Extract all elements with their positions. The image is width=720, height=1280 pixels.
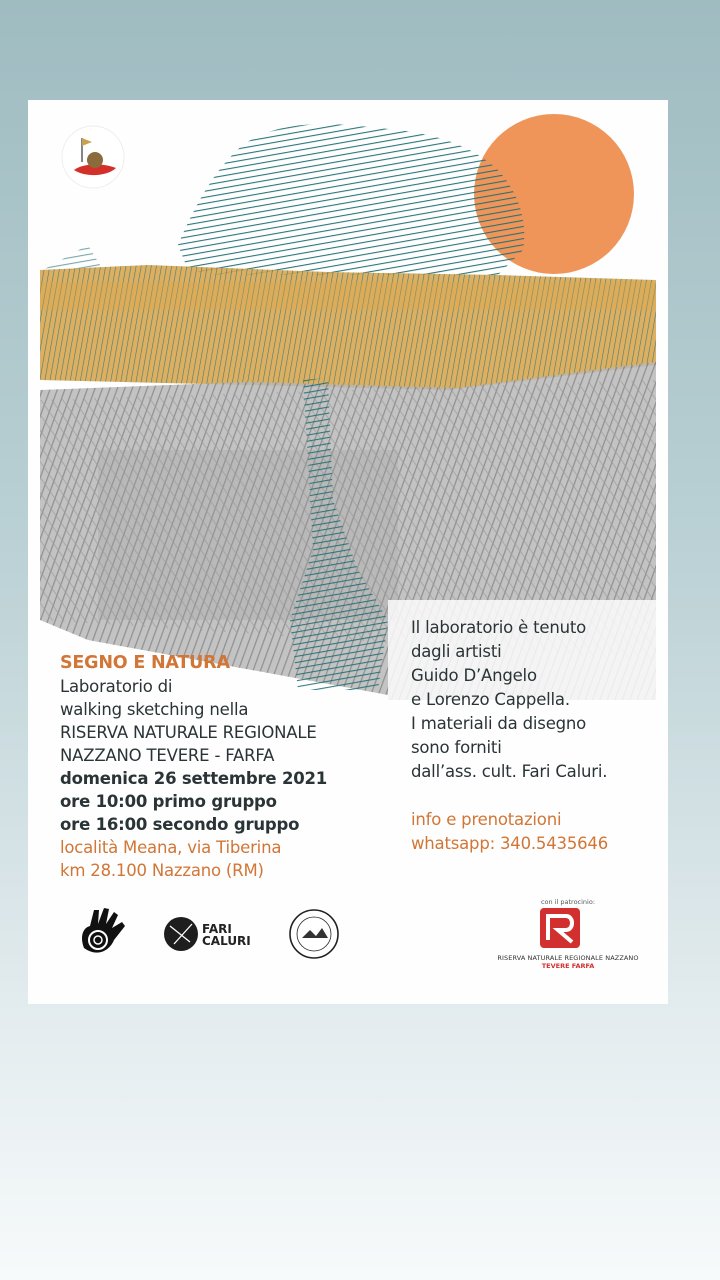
whatsapp-contact: whatsapp: 340.5435646 [411, 834, 609, 853]
details-line-1: Laboratorio di [60, 677, 173, 696]
fari-caluri-logo [164, 917, 198, 951]
event-date: domenica 26 settembre 2021 [60, 769, 328, 788]
snail-logo [62, 126, 124, 188]
organizer-line-3: Guido D’Angelo [411, 666, 537, 685]
patronage-block [488, 898, 648, 970]
event-title: SEGNO E NATURA [60, 653, 230, 673]
association-seal [290, 910, 338, 958]
fari-caluri-text [202, 923, 251, 947]
hand-logo [82, 908, 125, 953]
organizer-line-1: Il laboratorio è tenuto [411, 618, 587, 637]
fari-line: FARI [202, 922, 232, 936]
details-line-4: NAZZANO TEVERE - FARFA [60, 746, 275, 765]
event-place-1: località Meana, via Tiberina [60, 838, 282, 857]
details-line-2: walking sketching nella [60, 700, 249, 719]
rock-formation [178, 124, 524, 275]
caluri-line: CALURI [202, 934, 251, 948]
event-details [60, 652, 420, 882]
organizer-line-2: dagli artisti [411, 642, 502, 661]
patronage-label: con il patrocinio: [540, 898, 596, 906]
organizer-line-7: dall’ass. cult. Fari Caluri. [411, 762, 608, 781]
organizer-line-6: sono forniti [411, 738, 502, 757]
park-subtitle: TEVERE FARFA [541, 962, 595, 970]
event-place-2: km 28.100 Nazzano (RM) [60, 861, 264, 880]
organizer-line-4: e Lorenzo Cappella. [411, 690, 570, 709]
park-name: RISERVA NATURALE REGIONALE NAZZANO [497, 954, 639, 962]
info-label: info e prenotazioni [411, 810, 562, 829]
details-line-3: RISERVA NATURALE REGIONALE [60, 723, 317, 742]
organizer-line-5: I materiali da disegno [411, 714, 587, 733]
event-time-2: ore 16:00 secondo gruppo [60, 815, 300, 834]
event-time-1: ore 10:00 primo gruppo [60, 792, 277, 811]
organizer-details [411, 616, 661, 856]
event-poster [28, 100, 668, 1004]
